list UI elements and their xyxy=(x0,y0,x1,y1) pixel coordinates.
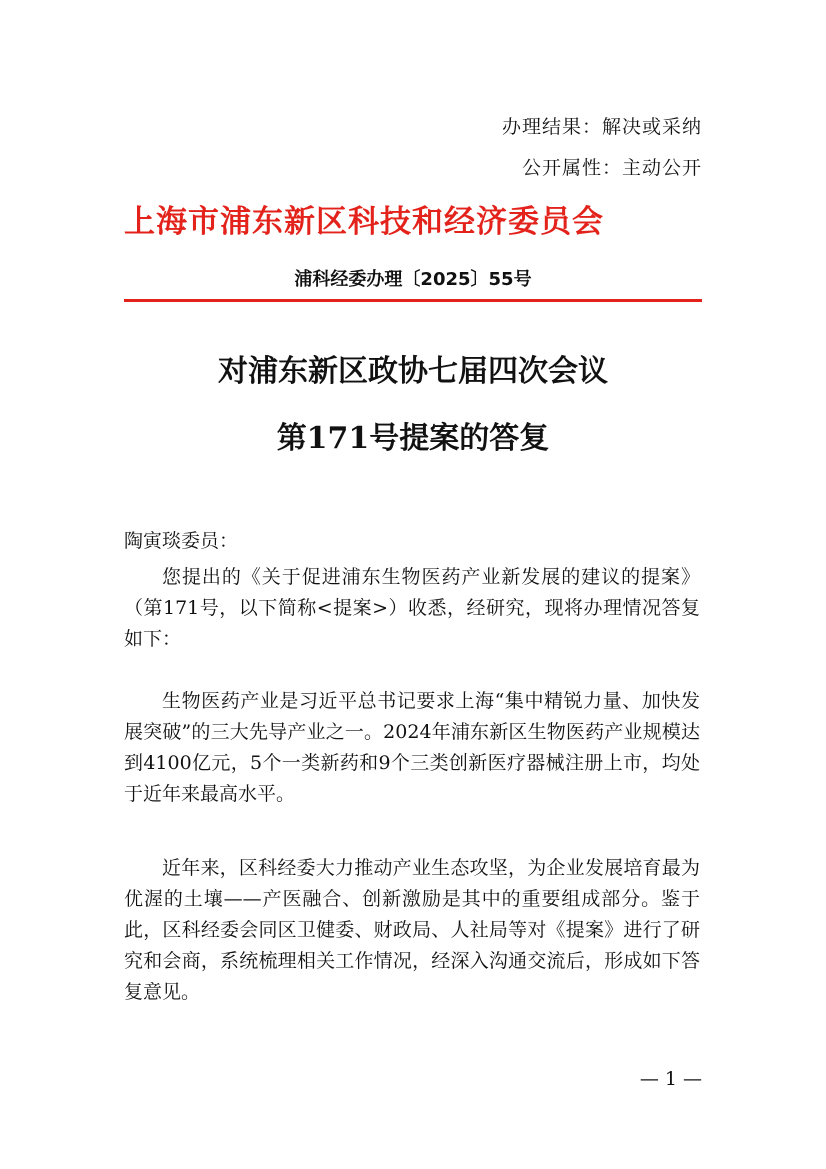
body-paragraph-1: 您提出的《关于促进浦东生物医药产业新发展的建议的提案》（第171号，以下简称<提案>）收悉，经研究，现将办理情况答复如下： xyxy=(124,566,700,650)
document-title-line-1: 对浦东新区政协七届四次会议 xyxy=(218,354,608,389)
red-divider xyxy=(124,299,702,302)
issuer-name: 上海市浦东新区科技和经济委员会 xyxy=(124,204,604,240)
body-paragraph-3: 近年来，区科经委大力推动产业生态攻坚，为企业发展培育最为优渥的土壤——产医融合、创新激励是其中的重要组成部分。鉴于此，区科经委会同区卫健委、财政局、人社局等对《提案》进行了研究和会商，系统梳理相关工作情况，经深入沟通交流后，形成如下答复意见。 xyxy=(124,857,700,1003)
document-title-line-2: 第171号提案的答复 xyxy=(276,421,550,456)
salutation: 陶寅琰委员： xyxy=(124,530,239,552)
document-number: 浦科经委办理〔2025〕55号 xyxy=(294,269,532,290)
body-paragraph-2: 生物医药产业是习近平总书记要求上海“集中精锐力量、加快发展突破”的三大先导产业之一。2024年浦东新区生物医药产业规模达到4100亿元，5个一类新药和9个三类创新医疗器械注册上市，均处于近年来最高水平。 xyxy=(124,690,700,805)
handling-result: 办理结果：解决或采纳 xyxy=(501,116,702,138)
disclosure-attribute: 公开属性：主动公开 xyxy=(521,157,702,179)
page-number: — 1 — xyxy=(639,1068,702,1090)
